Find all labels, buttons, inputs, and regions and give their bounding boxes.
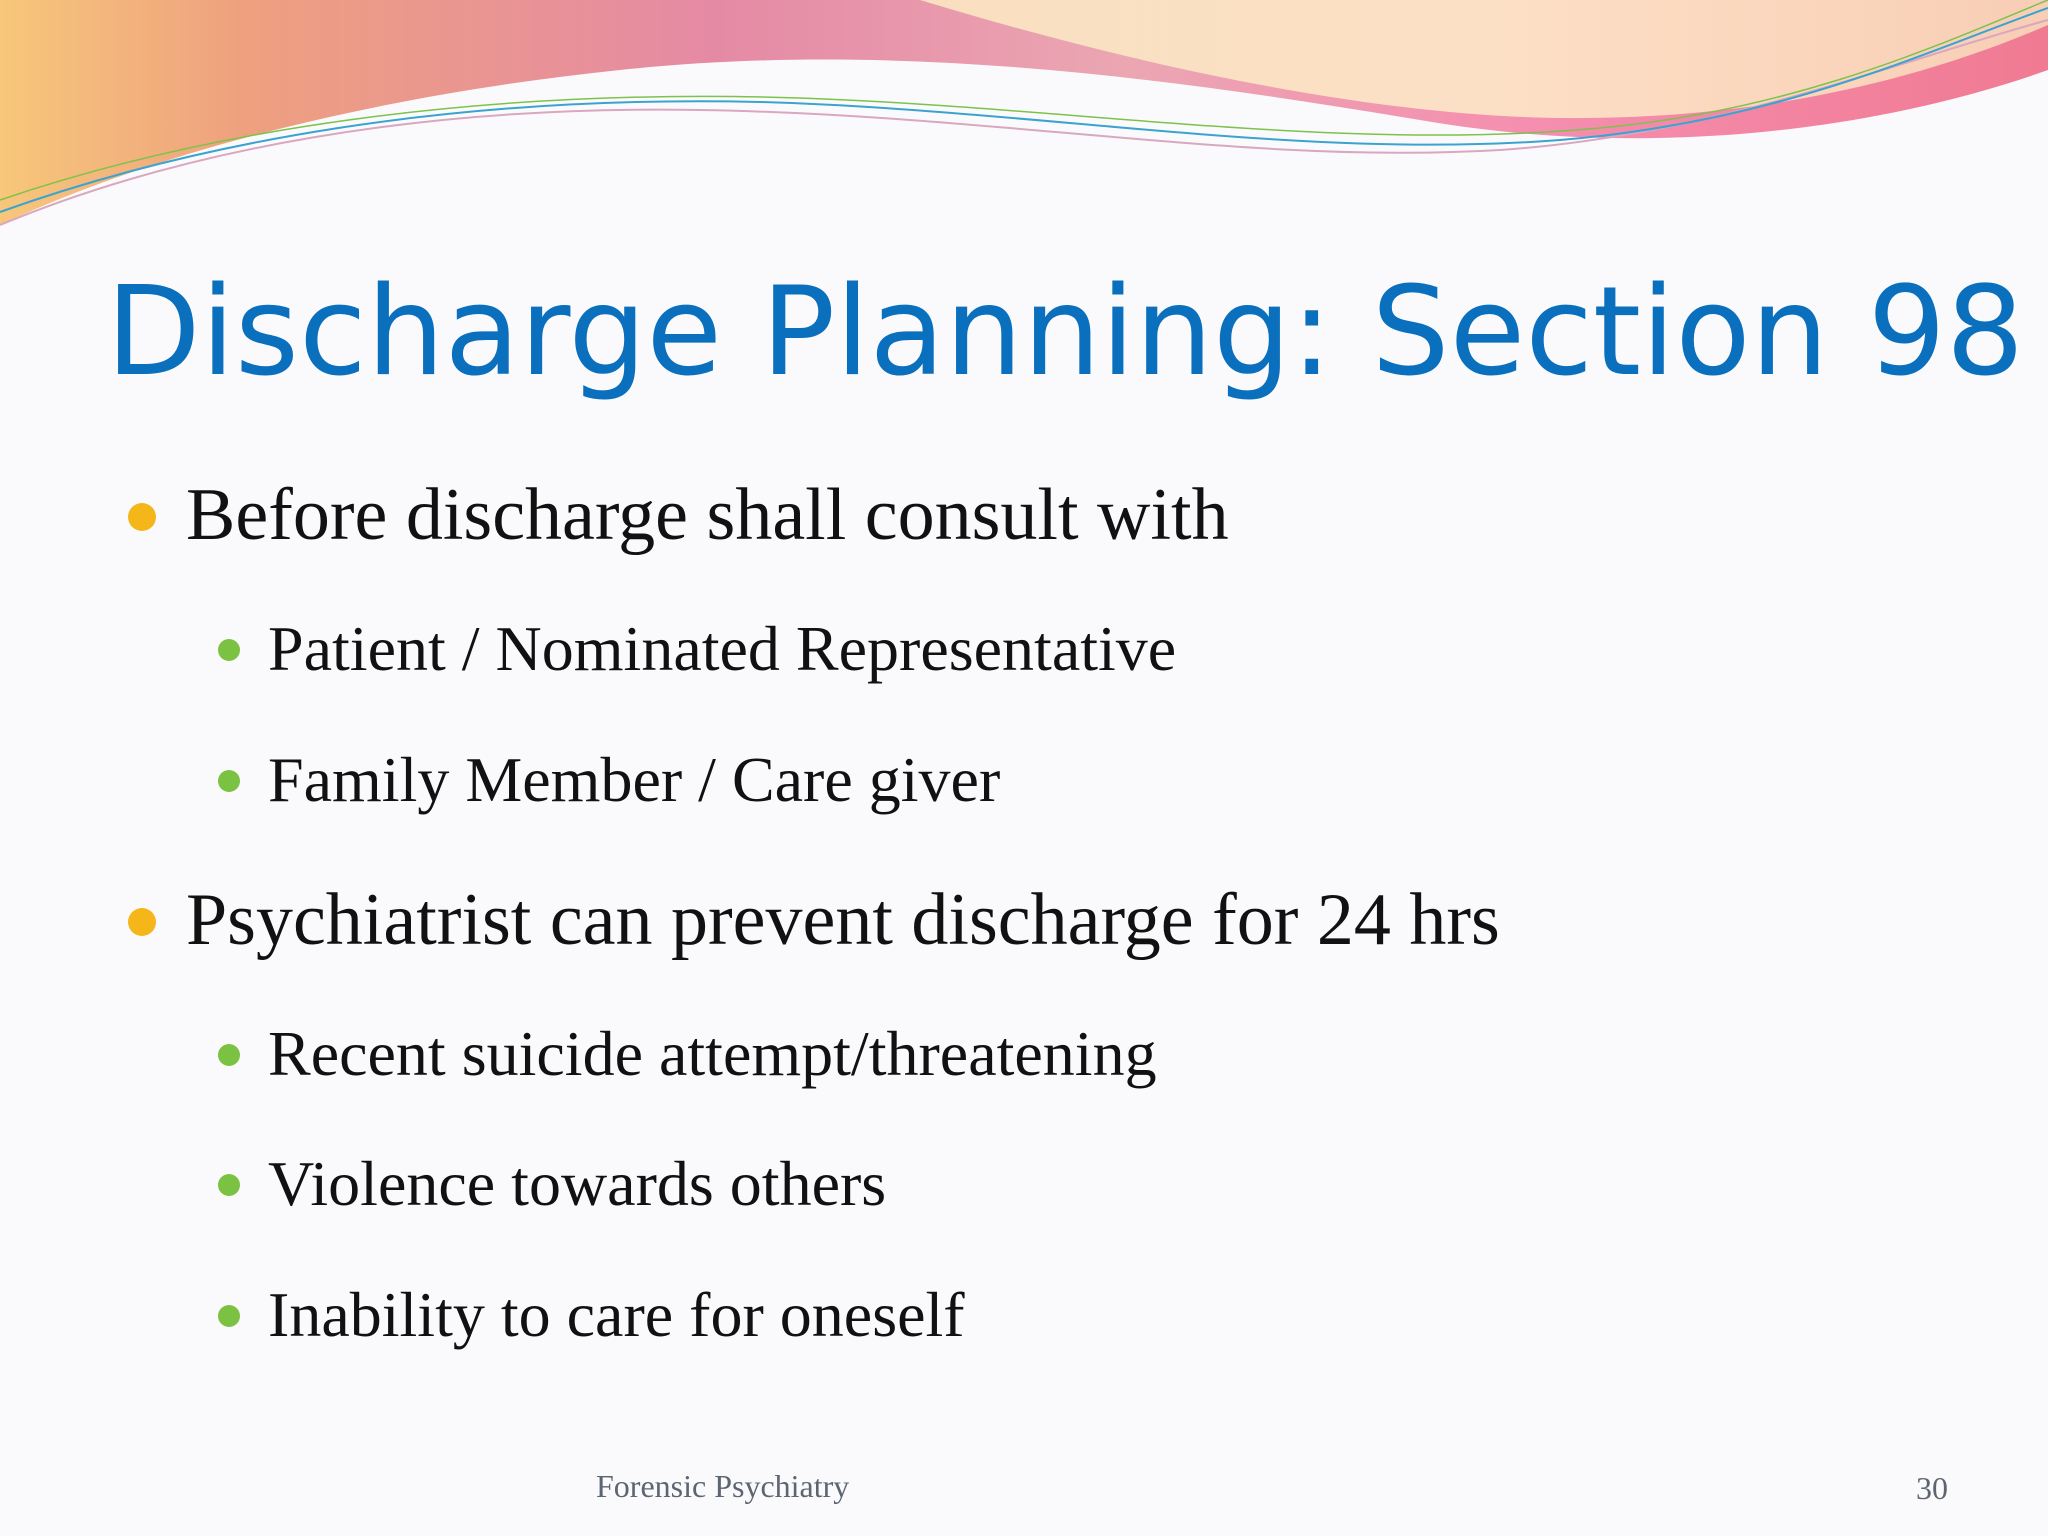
- bullet-dot-icon: [128, 503, 156, 531]
- sub-bullet-item: [268, 1144, 886, 1224]
- bullet-item: [186, 875, 1500, 965]
- bullet-text: Psychiatrist can prevent discharge for 24 hrs: [186, 879, 1500, 961]
- sub-bullet-item: [268, 740, 1000, 820]
- bullet-item: [186, 470, 1229, 560]
- bullet-dot-icon: [218, 1305, 240, 1327]
- bullet-dot-icon: [218, 639, 240, 661]
- sub-bullet-item: [268, 1275, 965, 1355]
- sub-bullet-item: [268, 609, 1176, 689]
- bullet-text: Inability to care for oneself: [268, 1279, 965, 1350]
- bullet-text: Recent suicide attempt/threatening: [268, 1018, 1157, 1089]
- slide-title: Discharge Planning: Section 98: [106, 261, 2025, 404]
- bullet-text: Patient / Nominated Representative: [268, 613, 1177, 684]
- sub-bullet-item: [268, 1014, 1157, 1094]
- footer-title: Forensic Psychiatry: [596, 1468, 850, 1504]
- bullet-dot-icon: [218, 1044, 240, 1066]
- bullet-text: Violence towards others: [268, 1148, 887, 1219]
- bullet-dot-icon: [218, 1174, 240, 1196]
- bullet-dot-icon: [218, 770, 240, 792]
- bullet-text: Family Member / Care giver: [268, 744, 1001, 815]
- bullet-dot-icon: [128, 908, 156, 936]
- page-number: 30: [1916, 1470, 1948, 1506]
- bullet-text: Before discharge shall consult with: [186, 474, 1229, 556]
